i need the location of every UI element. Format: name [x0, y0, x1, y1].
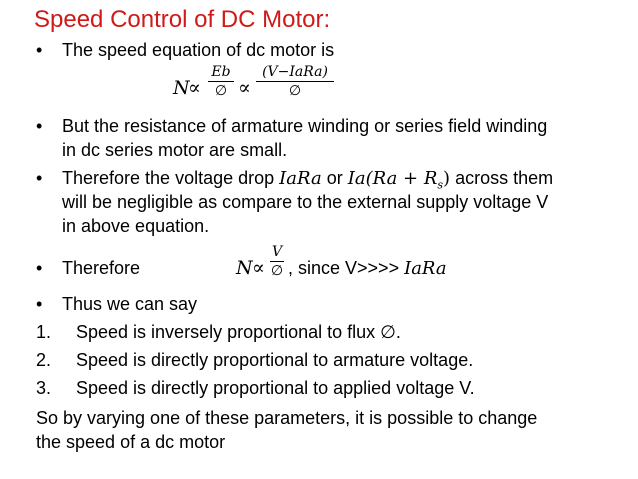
thus-text: Thus we can say	[62, 294, 198, 314]
bullet-marker: •	[36, 294, 43, 314]
bullet-marker: •	[36, 258, 43, 278]
voltage-drop-intro: Therefore the voltage drop	[62, 168, 275, 188]
eq-phi: ∅	[288, 83, 302, 99]
therefore-text: Therefore	[62, 258, 141, 278]
eq-N: N	[236, 257, 253, 279]
eq-rs-subscript: s	[437, 178, 444, 192]
bullet-marker: •	[36, 116, 43, 136]
conclusion-line-1: So by varying one of these parameters, it is possible to change	[36, 408, 538, 428]
list-item-text: Speed is inversely proportional to flux ∅.	[76, 322, 401, 342]
resistance-text-line-2: in dc series motor are small.	[62, 140, 288, 160]
eq-phi: ∅	[270, 263, 284, 279]
fraction-v-phi	[270, 244, 284, 279]
eq-iara: IaRa	[404, 258, 447, 279]
bullet-marker: •	[36, 40, 43, 60]
eq-v-minus-iara: (V−IaRa)	[262, 64, 328, 80]
bullet-marker: •	[36, 168, 43, 188]
eq-ia-ra-rs-open: Ia(Ra + R	[347, 168, 438, 189]
slide-title: Speed Control of DC Motor:	[34, 6, 331, 33]
list-item-number: 1.	[36, 322, 52, 342]
list-item-text: Speed is directly proportional to armature voltage.	[76, 350, 474, 370]
eq-prop-3: ∝	[252, 257, 265, 279]
eq-ia-ra-rs	[347, 168, 451, 192]
eq-eb: Eb	[211, 64, 231, 80]
eq-N: N	[173, 77, 190, 99]
voltage-drop-across: across them	[455, 168, 554, 188]
since-text: , since V>>>>	[288, 258, 400, 278]
list-item-number: 2.	[36, 350, 52, 370]
eq-phi: ∅	[214, 83, 228, 99]
conclusion-line-2: the speed of a dc motor	[36, 432, 226, 452]
fraction-bar	[208, 81, 234, 82]
voltage-drop-or: or	[326, 168, 343, 188]
eq-prop-1: ∝	[188, 77, 201, 99]
since-clause	[288, 256, 447, 281]
eq-prop-2: ∝	[238, 77, 251, 99]
voltage-drop-text-line-3: in above equation.	[62, 216, 210, 236]
fraction-v-iara-phi	[256, 64, 334, 99]
list-item-text: Speed is directly proportional to applied voltage V.	[76, 378, 475, 398]
eq-v: V	[271, 244, 283, 260]
speed-equation-text: The speed equation of dc motor is	[62, 40, 335, 60]
fraction-eb-phi	[208, 64, 234, 99]
voltage-drop-text-line-2: will be negligible as compare to the external supply voltage V	[62, 192, 549, 212]
list-item-number: 3.	[36, 378, 52, 398]
fraction-bar	[256, 81, 334, 82]
eq-iara: IaRa	[279, 168, 322, 189]
eq-close-paren: )	[443, 168, 451, 189]
resistance-text-line-1: But the resistance of armature winding or series field winding	[62, 116, 548, 136]
fraction-bar	[270, 261, 284, 262]
